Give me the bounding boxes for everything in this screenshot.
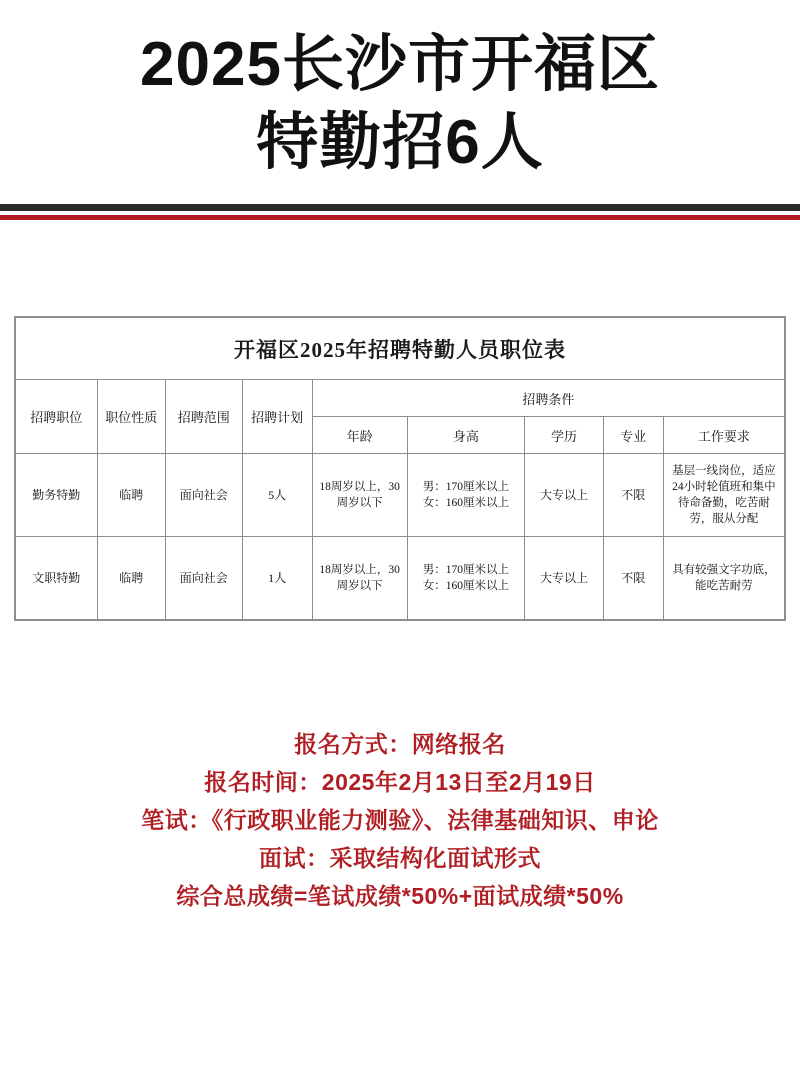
cell-education: 大专以上 bbox=[525, 454, 603, 537]
cell-height: 男：170厘米以上 女：160厘米以上 bbox=[407, 454, 525, 537]
cell-scope: 面向社会 bbox=[165, 454, 242, 537]
col-header-position: 招聘职位 bbox=[16, 380, 98, 454]
col-header-height: 身高 bbox=[407, 417, 525, 454]
cell-height: 男：170厘米以上 女：160厘米以上 bbox=[407, 537, 525, 620]
note-interview: 面试：采取结构化面试形式 bbox=[259, 845, 541, 871]
note-total-score: 综合总成绩=笔试成绩*50%+面试成绩*50% bbox=[176, 883, 624, 909]
title-line-2: 特勤招6人 bbox=[256, 108, 544, 177]
note-registration-method: 报名方式：网络报名 bbox=[294, 731, 506, 757]
col-header-nature: 职位性质 bbox=[97, 380, 165, 454]
col-header-group-conditions: 招聘条件 bbox=[312, 380, 784, 417]
cell-major: 不限 bbox=[603, 537, 663, 620]
divider-red-bar bbox=[0, 215, 800, 220]
note-written-exam: 笔试：《行政职业能力测验》、法律基础知识、申论 bbox=[141, 807, 659, 833]
table-row bbox=[16, 454, 785, 537]
position-table-container bbox=[14, 316, 786, 621]
cell-age: 18周岁以上，30周岁以下 bbox=[312, 537, 407, 620]
cell-nature: 临聘 bbox=[97, 454, 165, 537]
col-header-education: 学历 bbox=[525, 417, 603, 454]
col-header-age: 年龄 bbox=[312, 417, 407, 454]
cell-position: 文职特勤 bbox=[16, 537, 98, 620]
col-header-plan: 招聘计划 bbox=[242, 380, 312, 454]
cell-age: 18周岁以上，30周岁以下 bbox=[312, 454, 407, 537]
divider bbox=[0, 204, 800, 220]
table-row bbox=[16, 537, 785, 620]
col-header-major: 专业 bbox=[603, 417, 663, 454]
note-registration-time: 报名时间：2025年2月13日至2月19日 bbox=[204, 769, 596, 795]
title-line-1: 2025长沙市开福区 bbox=[140, 30, 660, 99]
cell-scope: 面向社会 bbox=[165, 537, 242, 620]
page-title bbox=[0, 0, 800, 182]
divider-dark-bar bbox=[0, 204, 800, 211]
cell-work: 基层一线岗位，适应24小时轮值班和集中待命备勤，吃苦耐劳，服从分配 bbox=[663, 454, 784, 537]
cell-plan: 5人 bbox=[242, 454, 312, 537]
table-header-row-1 bbox=[16, 380, 785, 417]
cell-major: 不限 bbox=[603, 454, 663, 537]
cell-education: 大专以上 bbox=[525, 537, 603, 620]
notes-section bbox=[0, 725, 800, 915]
col-header-work: 工作要求 bbox=[663, 417, 784, 454]
cell-plan: 1人 bbox=[242, 537, 312, 620]
cell-work: 具有较强文字功底，能吃苦耐劳 bbox=[663, 537, 784, 620]
col-header-scope: 招聘范围 bbox=[165, 380, 242, 454]
cell-nature: 临聘 bbox=[97, 537, 165, 620]
position-table bbox=[15, 379, 785, 620]
table-caption: 开福区2025年招聘特勤人员职位表 bbox=[15, 317, 785, 379]
cell-position: 勤务特勤 bbox=[16, 454, 98, 537]
